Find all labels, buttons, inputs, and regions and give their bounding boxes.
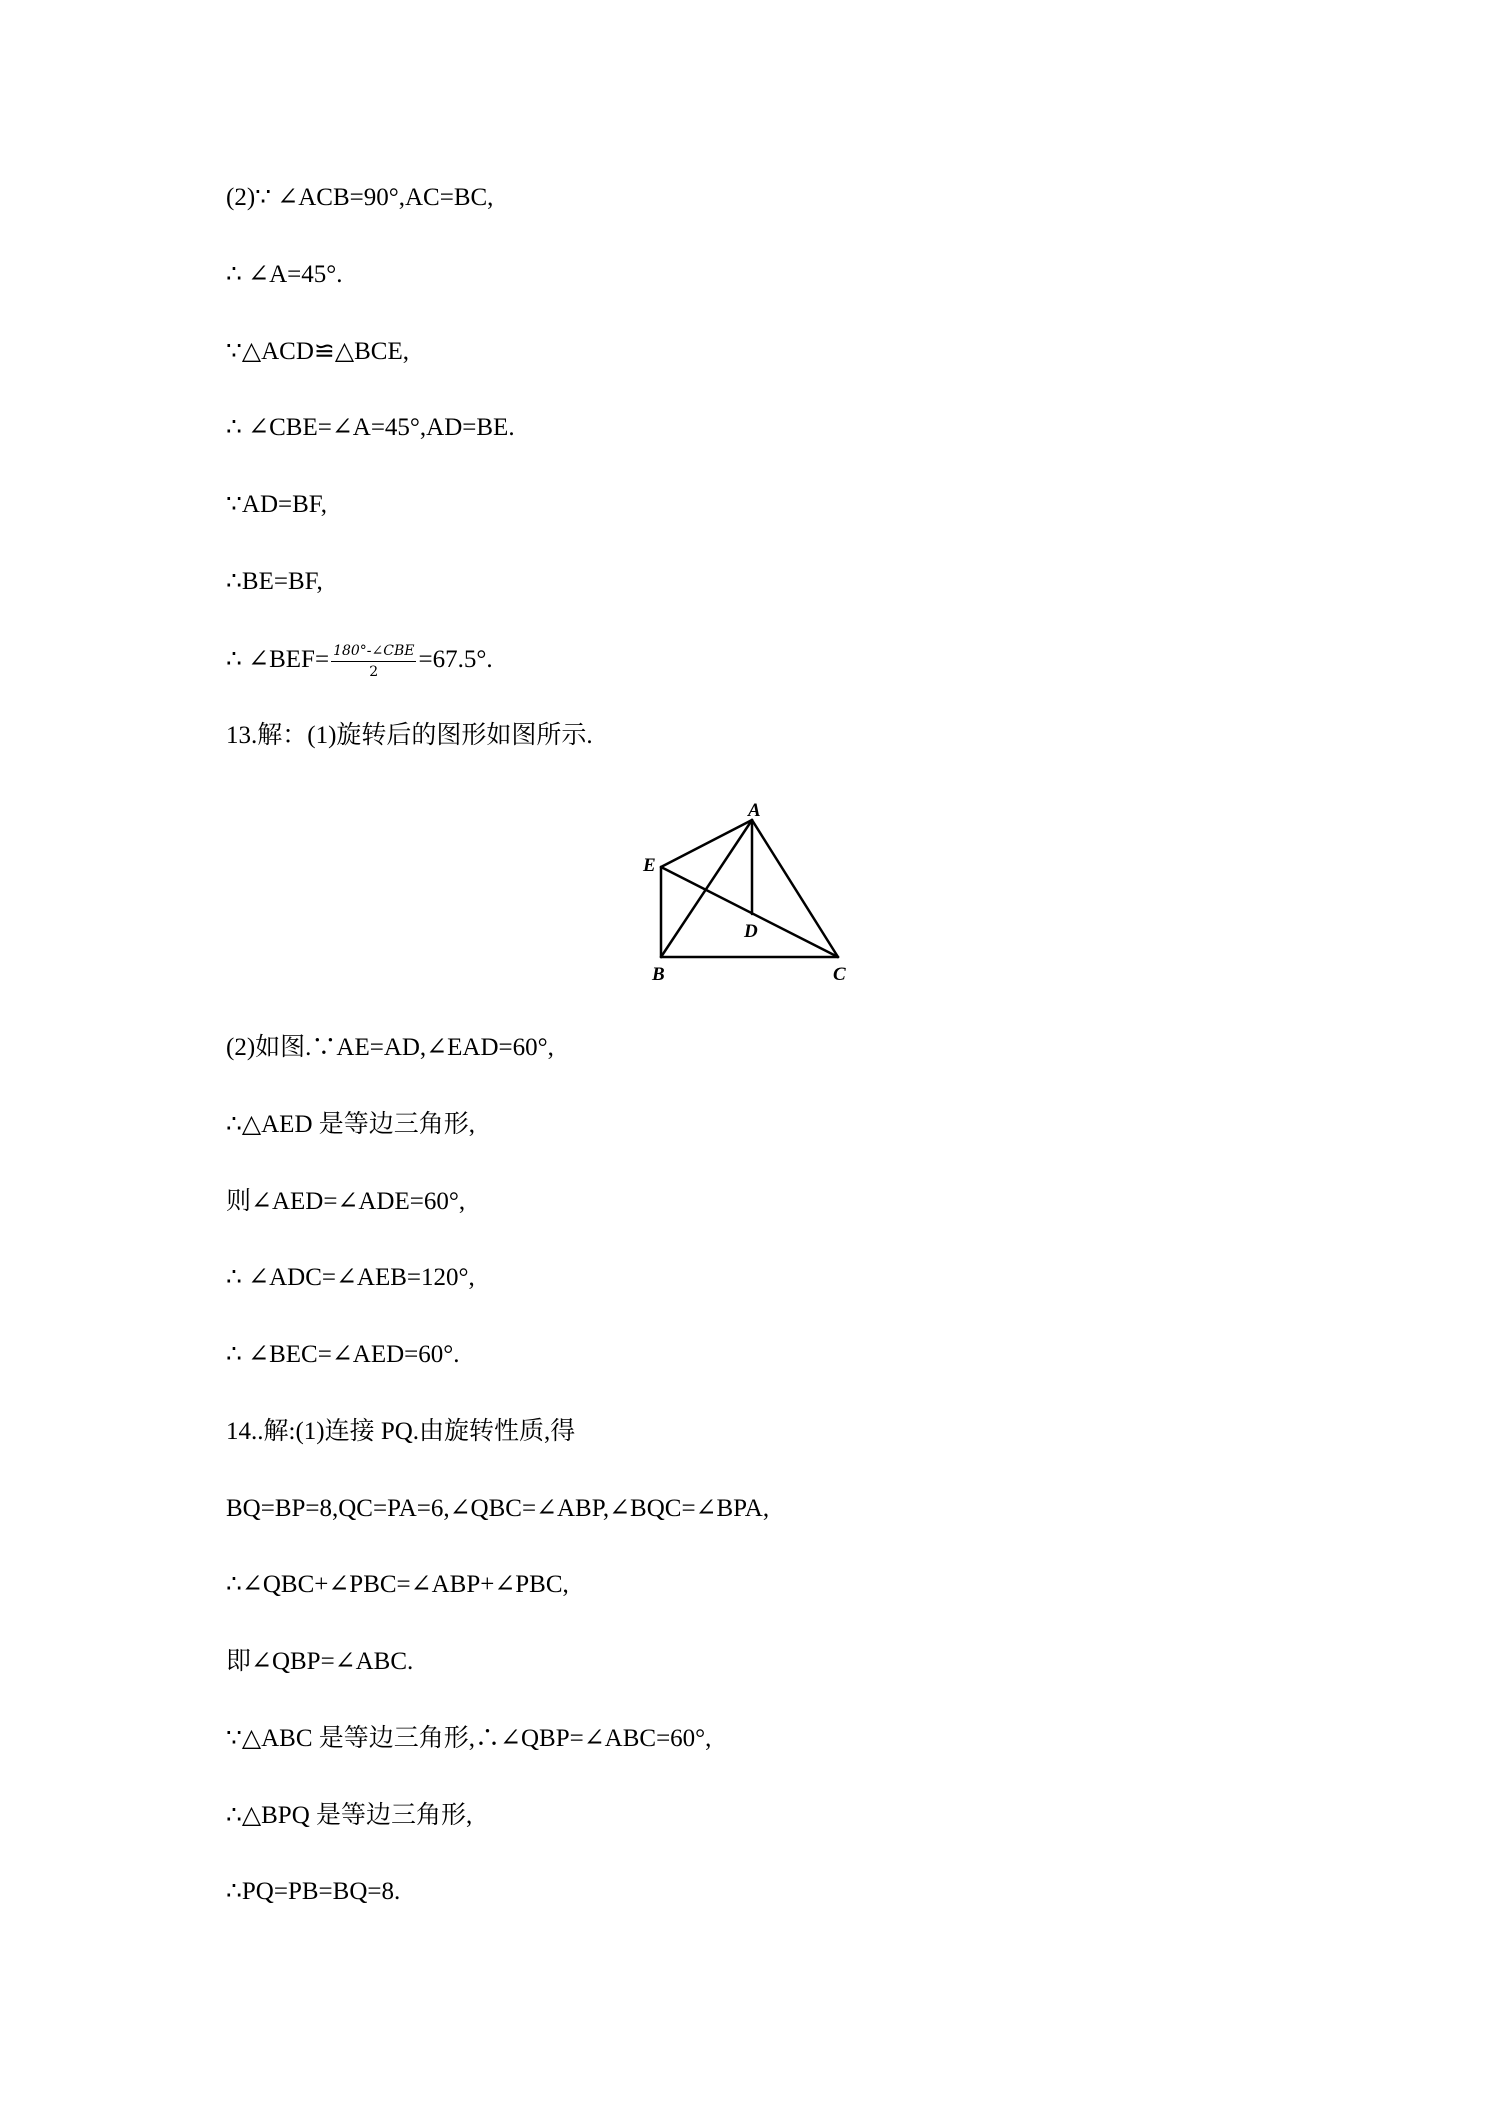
text-line: ∴PQ=PB=BQ=8. [226,1878,401,1905]
fraction [331,643,416,680]
text-line: ∴△BPQ 是等边三角形, [226,1802,473,1829]
text-line: ∴ ∠ADC=∠AEB=120°, [226,1264,475,1291]
segment-ab [661,820,752,957]
fraction-numerator: 180°-∠CBE [331,643,416,662]
label-c: C [833,964,846,985]
text-line: ∴BE=BF, [226,568,323,595]
text-line: ∵△ABC 是等边三角形,∴∠QBP=∠ABC=60°, [226,1725,712,1752]
text-line: ∴ ∠CBE=∠A=45°,AD=BE. [226,414,515,441]
text-line: ∴∠QBC+∠PBC=∠ABP+∠PBC, [226,1571,569,1598]
label-e: E [643,855,656,876]
problem-13-heading: 13.解：(1)旋转后的图形如图所示. [226,722,593,749]
rotation-figure [640,792,850,992]
label-a: A [748,800,761,821]
fraction-line-prefix: ∴ ∠BEF= [226,646,330,674]
text-line: (2)∵ ∠ACB=90°,AC=BC, [226,184,494,211]
text-line: 即∠QBP=∠ABC. [226,1648,414,1675]
problem-14-heading: 14..解:(1)连接 PQ.由旋转性质,得 [226,1418,576,1445]
label-d: D [744,921,758,942]
text-line: ∵AD=BF, [226,491,327,518]
text-line: ∴ ∠BEC=∠AED=60°. [226,1341,460,1368]
segment-ec [661,867,838,957]
text-line: 则∠AED=∠ADE=60°, [226,1188,466,1215]
text-line: ∴ ∠A=45°. [226,261,343,288]
text-line: ∴△AED 是等边三角形, [226,1111,476,1138]
fraction-line [226,643,493,680]
text-line: ∵△ACD≌△BCE, [226,338,409,365]
fraction-denominator: 2 [369,664,379,680]
text-line: BQ=BP=8,QC=PA=6,∠QBC=∠ABP,∠BQC=∠BPA, [226,1495,770,1522]
segment-ae [661,820,752,867]
label-b: B [652,964,665,985]
text-line: (2)如图.∵AE=AD,∠EAD=60°, [226,1034,554,1061]
fraction-line-suffix: =67.5°. [418,646,493,674]
